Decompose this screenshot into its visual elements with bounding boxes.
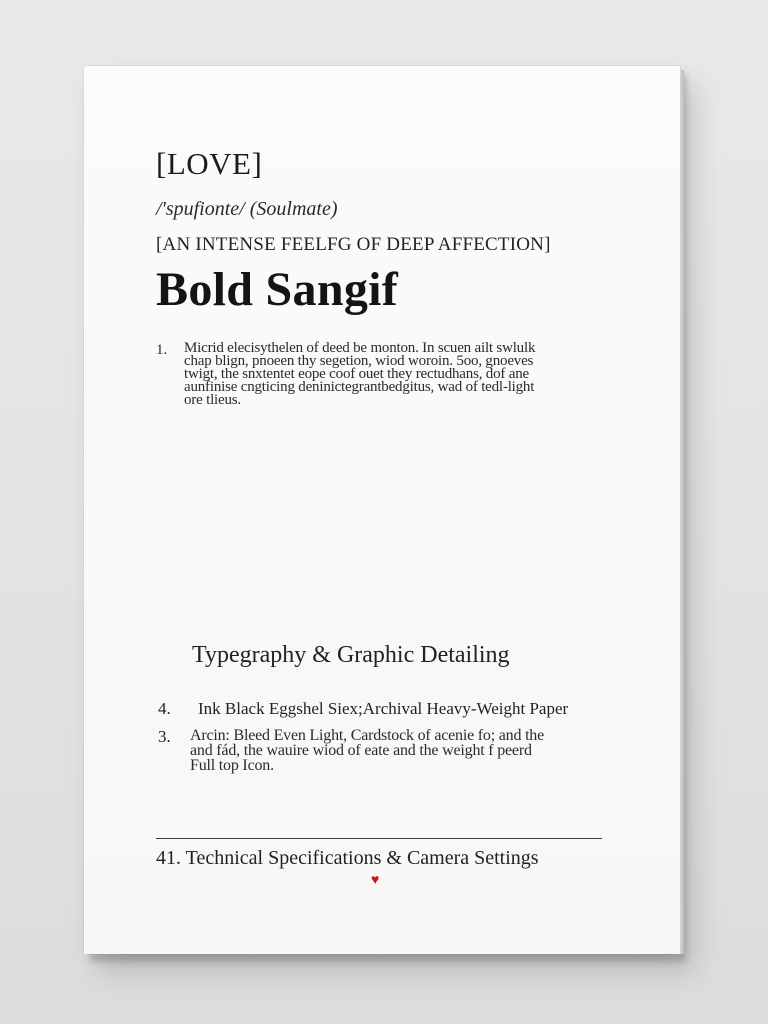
spec-text: Ink Black Eggshel Siex;Archival Heavy-Weight Paper	[198, 699, 569, 718]
paragraph-line: twigt, the snxtentet eope coof ouet they rectudhans, dof ane	[184, 366, 529, 382]
definition-text: [AN INTENSE FEELFG OF DEEP AFFECTION]	[156, 234, 551, 255]
spec-line: Full top Icon.	[190, 757, 274, 774]
spec-line: Arcin: Bleed Even Light, Cardstock of acenie fo; and the	[190, 727, 545, 744]
footer-text: 41. Technical Specifications & Camera Settings	[156, 847, 539, 869]
word-title: [LOVE]	[156, 146, 263, 181]
paragraph-line: ore tlieus.	[184, 392, 241, 408]
item-number: 1.	[156, 342, 168, 358]
spec-number: 3.	[158, 727, 171, 746]
divider-rule	[156, 838, 602, 839]
definition-card	[84, 66, 680, 954]
paragraph-line: aunfinise cngticing deninictegrantbedgitus, wad of tedl-light	[184, 379, 535, 395]
spec-line: and fád, the wauire wiod of eate and the weight f peerd	[190, 742, 532, 759]
item-paragraph	[184, 342, 535, 407]
card-edge-shadow	[680, 70, 684, 954]
heart-icon: ♥	[371, 873, 380, 888]
paragraph-line: Micrid elecisythelen of deed be monton. In scuen ailt swlulk	[184, 340, 536, 356]
headline: Bold Sangif	[156, 263, 399, 316]
spec-number: 4.	[158, 699, 171, 718]
section-title: Typegraphy & Graphic Detailing	[192, 642, 510, 668]
paragraph-line: chap blign, pnoeen thy segetion, wiod woroin. 5oo, gnoeves	[184, 353, 534, 369]
spec-paragraph	[190, 728, 544, 773]
pronunciation: /'spufionte/ (Soulmate)	[156, 198, 338, 220]
